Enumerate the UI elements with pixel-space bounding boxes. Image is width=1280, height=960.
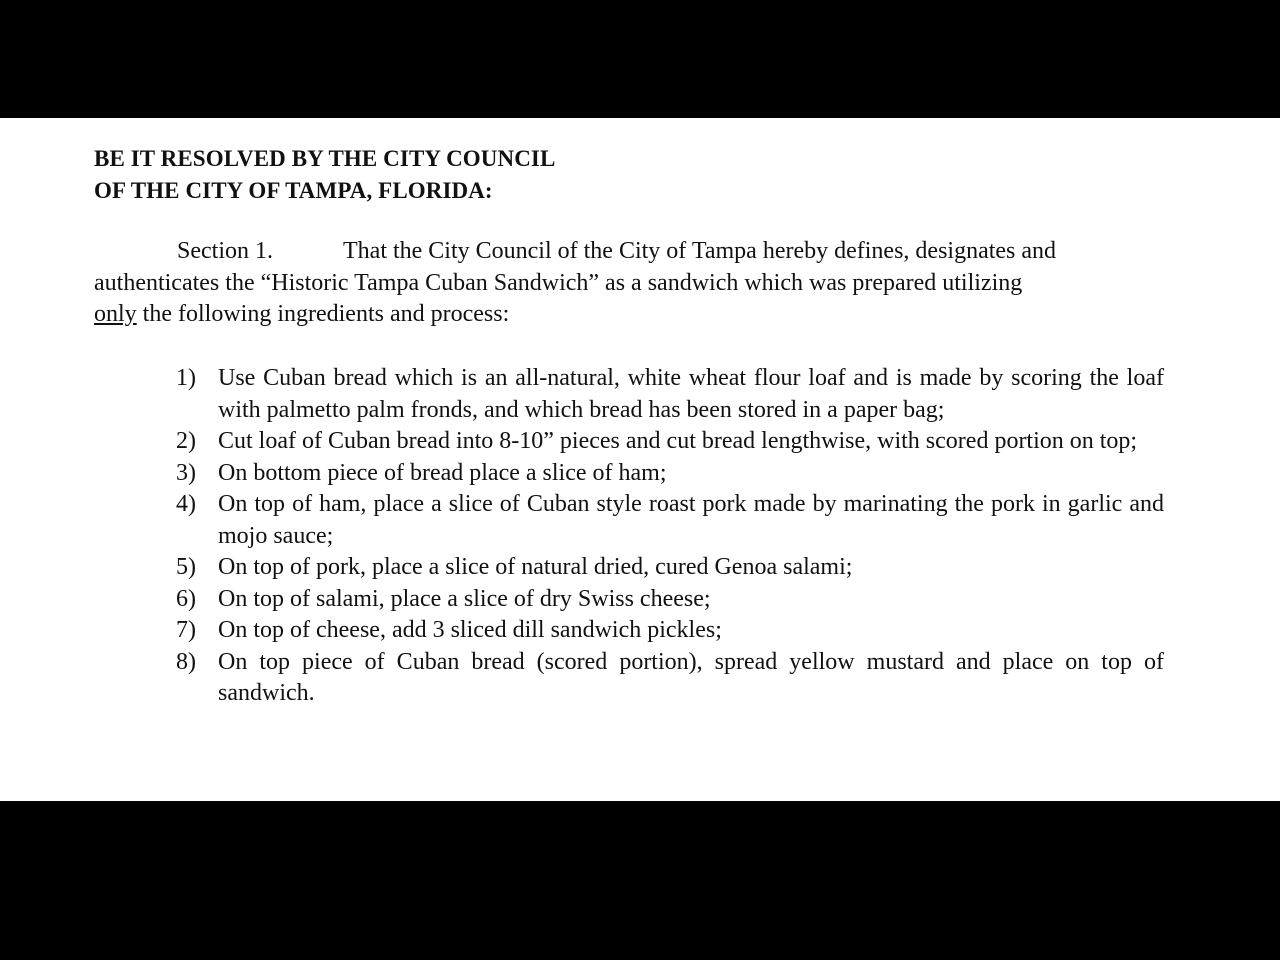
list-item — [176, 615, 1164, 647]
item-number: 7) — [176, 617, 196, 643]
item-number: 3) — [176, 459, 196, 486]
section-label: Section 1. — [177, 238, 273, 264]
ingredient-list — [176, 363, 1164, 710]
item-text: On top piece of Cuban bread (scored portion), spread yellow mustard and place on top of sandwich. — [218, 648, 1164, 706]
item-text: Use Cuban bread which is an all-natural, white wheat flour loaf and is made by scoring the loaf with palmetto palm fronds, and which bread has been stored in a paper bag; — [218, 365, 1164, 423]
item-text: On top of pork, place a slice of natural dried, cured Genoa salami; — [218, 554, 853, 580]
item-number: 5) — [176, 554, 196, 580]
list-item — [176, 489, 1164, 552]
item-number: 2) — [176, 428, 196, 454]
list-item — [176, 552, 1164, 584]
section-text-3: the following ingredients and process: — [136, 301, 510, 327]
item-text: Cut loaf of Cuban bread into 8-10” pieces and cut bread lengthwise, with scored portion on top; — [218, 428, 1138, 454]
item-text: On bottom piece of bread place a slice of ham; — [218, 459, 667, 486]
list-item — [176, 363, 1164, 426]
section-line-1 — [94, 236, 1164, 268]
heading-line-1: BE IT RESOLVED BY THE CITY COUNCIL — [94, 146, 556, 171]
resolution-heading — [94, 143, 555, 207]
item-text: On top of cheese, add 3 sliced dill sandwich pickles; — [218, 617, 722, 643]
document-page — [0, 118, 1280, 801]
list-item — [176, 584, 1164, 616]
heading-line-2: OF THE CITY OF TAMPA, FLORIDA: — [94, 178, 493, 203]
item-number: 4) — [176, 491, 196, 517]
list-item — [176, 426, 1164, 458]
section-text-1: That the City Council of the City of Tampa hereby defines, designates and — [343, 238, 1057, 264]
item-number: 6) — [176, 585, 196, 612]
list-item — [176, 458, 1164, 490]
section-1-paragraph — [94, 236, 1164, 331]
item-text: On top of ham, place a slice of Cuban style roast pork made by marinating the pork in garlic and mojo sauce; — [218, 491, 1164, 549]
section-line-3 — [94, 299, 1164, 331]
section-line-2: authenticates the “Historic Tampa Cuban Sandwich” as a sandwich which was prepared utilizing — [94, 269, 1023, 296]
item-number: 1) — [176, 365, 196, 391]
item-number: 8) — [176, 648, 196, 675]
list-item — [176, 647, 1164, 710]
item-text: On top of salami, place a slice of dry Swiss cheese; — [218, 585, 711, 612]
underlined-only: only — [94, 301, 137, 327]
